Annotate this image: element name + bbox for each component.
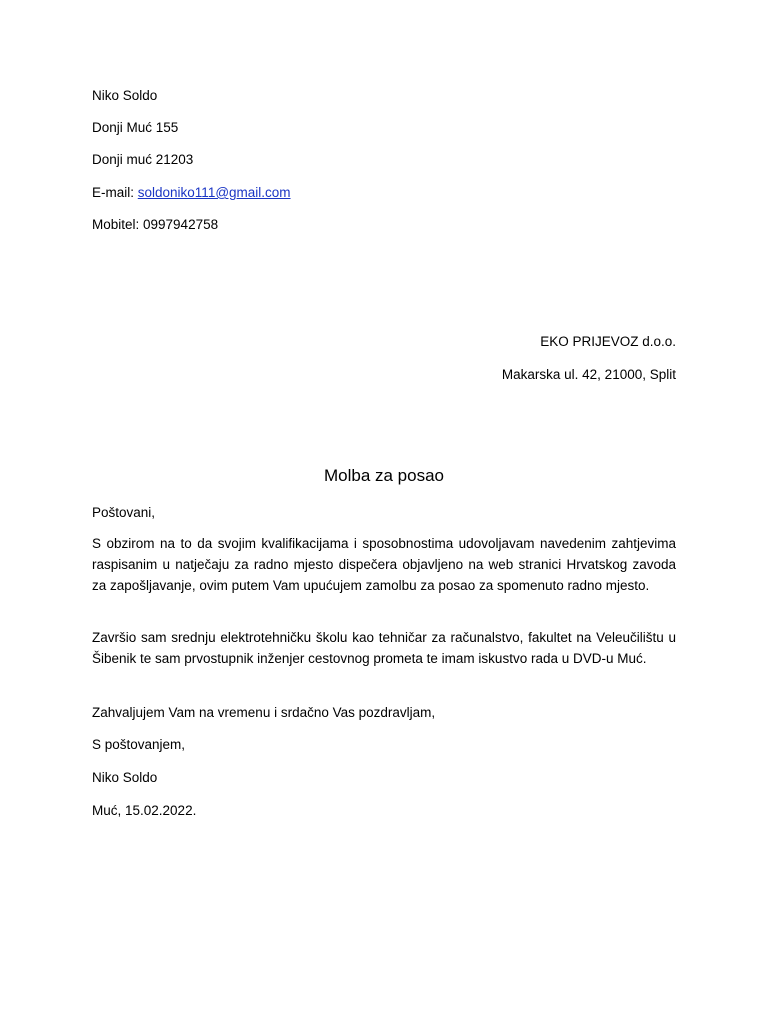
paragraph-education: Završio sam srednju elektrotehničku školu kao tehničar za računalstvo, fakultet na Veleučilištu u Šibenik te sam prvostupnik inženjer cestovnog prometa te imam iskustvo rada u DVD-u Muć. [92, 630, 676, 666]
paragraph-qualifications: S obzirom na to da svojim kvalifikacijama i sposobnostima udovoljavam navedenim zahtjevima raspisanim u natječaju za radno mjesto dispečera objavljeno na web stranici Hrvatskog zavoda za zapošljavanje, ovim putem Vam upućujem zamolbu za posao za spomenuto radno mjesto. [92, 536, 676, 593]
sender-city: Donji muć 21203 [92, 152, 194, 167]
signature-name: Niko Soldo [92, 770, 158, 785]
recipient-address: Makarska ul. 42, 21000, Split [501, 367, 676, 382]
sender-name: Niko Soldo [92, 88, 158, 103]
recipient-company: EKO PRIJEVOZ d.o.o. [540, 334, 676, 349]
email-label: E-mail: [92, 185, 138, 200]
greeting: Poštovani, [92, 505, 156, 520]
sender-email-line [92, 184, 291, 202]
letter-title: Molba za posao [323, 466, 445, 485]
closing-line: S poštovanjem, [92, 737, 186, 752]
email-link[interactable]: soldoniko111@gmail.com [137, 185, 291, 200]
sender-street: Donji Muć 155 [92, 120, 179, 135]
sender-phone: Mobitel: 0997942758 [92, 217, 219, 232]
thanks-line: Zahvaljujem Vam na vremenu i srdačno Vas pozdravljam, [92, 705, 436, 720]
place-date: Muć, 15.02.2022. [92, 803, 197, 818]
